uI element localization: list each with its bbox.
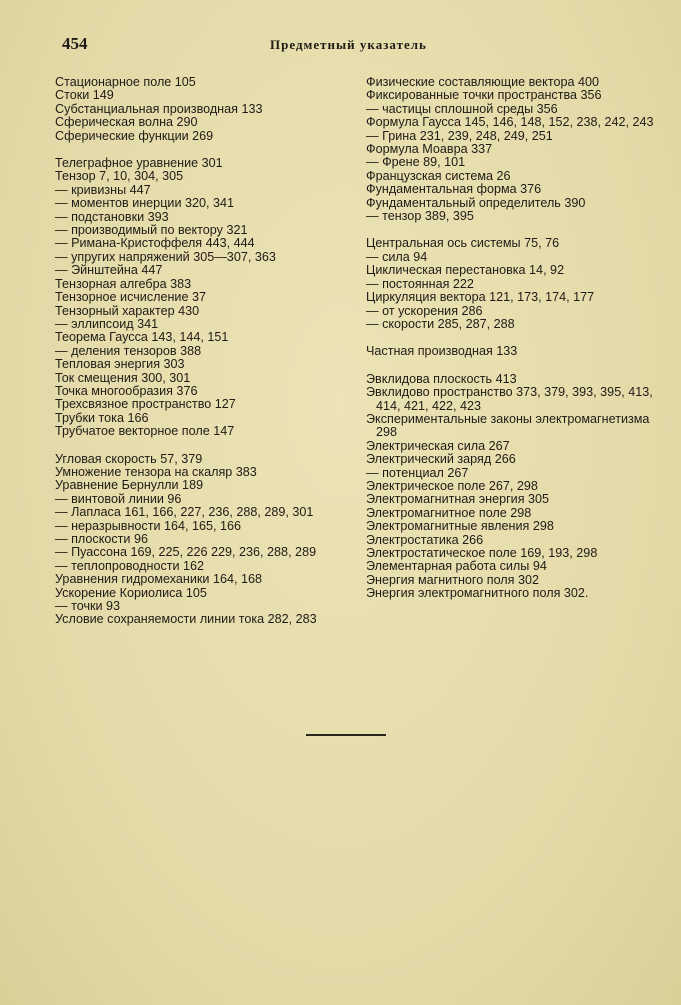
index-entry: Трубки тока 166	[55, 410, 149, 425]
index-entry: — подстановки 393	[55, 209, 169, 224]
index-entry: — скорости 285, 287, 288	[366, 316, 515, 331]
index-entry: Французская система 26	[366, 168, 511, 183]
index-entry: Тензорное исчисление 37	[55, 290, 206, 305]
index-entry: Трехсвязное пространство 127	[55, 397, 236, 412]
index-group	[366, 345, 666, 358]
index-entry: Эвклидова плоскость 413	[366, 371, 517, 386]
index-entry: Энергия электромагнитного поля 302.	[366, 586, 589, 601]
index-entry: Физические составляющие вектора 400	[366, 75, 599, 89]
index-entry: Тензорная алгебра 383	[55, 276, 192, 291]
index-entry: Теорема Гаусса 143, 144, 151	[55, 330, 229, 345]
index-entry: Стоки 149	[55, 88, 114, 103]
index-entry: Электрическая сила 267	[366, 438, 510, 453]
index-entry: — моментов инерции 320, 341	[55, 196, 234, 211]
index-entry: — тензор 389, 395	[366, 209, 474, 224]
index-entry: Экспериментальные законы электромагнетизма 298	[366, 411, 650, 440]
index-entry: Тензорный характер 430	[55, 303, 200, 318]
index-entry: — постоянная 222	[366, 276, 474, 291]
index-entry: Электромагнитное поле 298	[366, 505, 532, 520]
index-entry: Формула Гаусса 145, 146, 148, 152, 238, 242, 243	[366, 115, 654, 130]
index-group	[366, 373, 666, 601]
index-entry: Формула Моавра 337	[366, 142, 493, 157]
index-column-left	[55, 76, 351, 641]
index-entry: — кривизны 447	[55, 182, 151, 197]
index-entry: — сила 94	[366, 249, 428, 264]
index-entry: Тензор 7, 10, 304, 305	[55, 169, 184, 184]
index-entry: Энергия магнитного поля 302	[366, 572, 539, 587]
index-entry: — неразрывности 164, 165, 166	[55, 518, 242, 533]
index-group	[366, 76, 666, 223]
index-entry: Сферическая волна 290	[55, 115, 198, 130]
index-entry: Тепловая энергия 303	[55, 357, 185, 372]
index-entry: Угловая скорость 57, 379	[55, 451, 203, 466]
index-entry: Электрический заряд 266	[366, 452, 516, 467]
index-entry: Циклическая перестановка 14, 92	[366, 263, 565, 278]
index-entry: — Римана-Кристоффеля 443, 444	[55, 236, 255, 251]
index-group	[366, 237, 666, 331]
index-group	[55, 157, 351, 439]
index-entry: Точка многообразия 376	[55, 383, 198, 398]
index-entry: Умножение тензора на скаляр 383	[55, 464, 257, 479]
index-entry: Условие сохраняемости линии тока 282, 283	[55, 612, 317, 627]
index-entry: Эвклидово пространство 373, 379, 393, 395, 413, 414, 421, 422, 423	[366, 385, 653, 413]
index-entry: Циркуляция вектора 121, 173, 174, 177	[366, 290, 595, 305]
index-entry: — Френе 89, 101	[366, 155, 466, 170]
index-entry: Фиксированные точки пространства 356	[366, 88, 602, 103]
index-entry: — эллипсоид 341	[55, 316, 159, 331]
index-entry: — точки 93	[55, 599, 121, 614]
index-entry: Уравнения гидромеханики 164, 168	[55, 572, 262, 587]
index-entry: Стационарное поле 105	[55, 75, 196, 89]
index-entry: — винтовой линии 96	[55, 491, 182, 506]
index-entry: Телеграфное уравнение 301	[55, 156, 223, 171]
index-entry: Центральная ось системы 75, 76	[366, 236, 560, 251]
index-entry: — Грина 231, 239, 248, 249, 251	[366, 128, 553, 143]
index-entry: — от ускорения 286	[366, 303, 483, 318]
index-entry: Ток смещения 300, 301	[55, 370, 191, 385]
running-head: Предметный указатель	[270, 37, 427, 52]
index-column-right	[366, 76, 666, 615]
index-entry: — деления тензоров 388	[55, 343, 202, 358]
index-entry: Электростатическое поле 169, 193, 298	[366, 546, 598, 560]
index-entry: Элементарная работа силы 94	[366, 559, 547, 574]
index-entry: Ускорение Кориолиса 105	[55, 585, 207, 600]
index-entry: — производимый по вектору 321	[55, 223, 248, 238]
index-entry: Электромагнитная энергия 305	[366, 492, 550, 507]
index-entry: Электрическое поле 267, 298	[366, 478, 538, 493]
index-entry: Трубчатое векторное поле 147	[55, 424, 235, 439]
index-entry: — Пуассона 169, 225, 226 229, 236, 288, 289	[55, 545, 317, 560]
index-group	[55, 453, 351, 627]
index-entry: — частицы сплошной среды 356	[366, 101, 558, 116]
index-entry: Фундаментальный определитель 390	[366, 195, 586, 210]
index-entry: Сферические функции 269	[55, 128, 214, 143]
index-entry: — плоскости 96	[55, 532, 148, 546]
index-entry: Субстанциальная производная 133	[55, 101, 263, 116]
index-entry: — Эйнштейна 447	[55, 263, 163, 278]
index-entry: Электростатика 266	[366, 532, 484, 547]
end-rule	[306, 734, 386, 736]
index-group	[55, 76, 351, 143]
index-entry: — Лапласа 161, 166, 227, 236, 288, 289, 301	[55, 505, 314, 520]
index-entry: Уравнение Бернулли 189	[55, 478, 204, 493]
index-entry: — потенциал 267	[366, 465, 469, 480]
index-entry: Фундаментальная форма 376	[366, 182, 542, 197]
index-entry: — упругих напряжений 305—307, 363	[55, 249, 276, 264]
index-entry: Частная производная 133	[366, 344, 518, 359]
page-number: 454	[62, 34, 88, 53]
index-entry: — теплопроводности 162	[55, 558, 205, 573]
index-entry: Электромагнитные явления 298	[366, 519, 554, 534]
